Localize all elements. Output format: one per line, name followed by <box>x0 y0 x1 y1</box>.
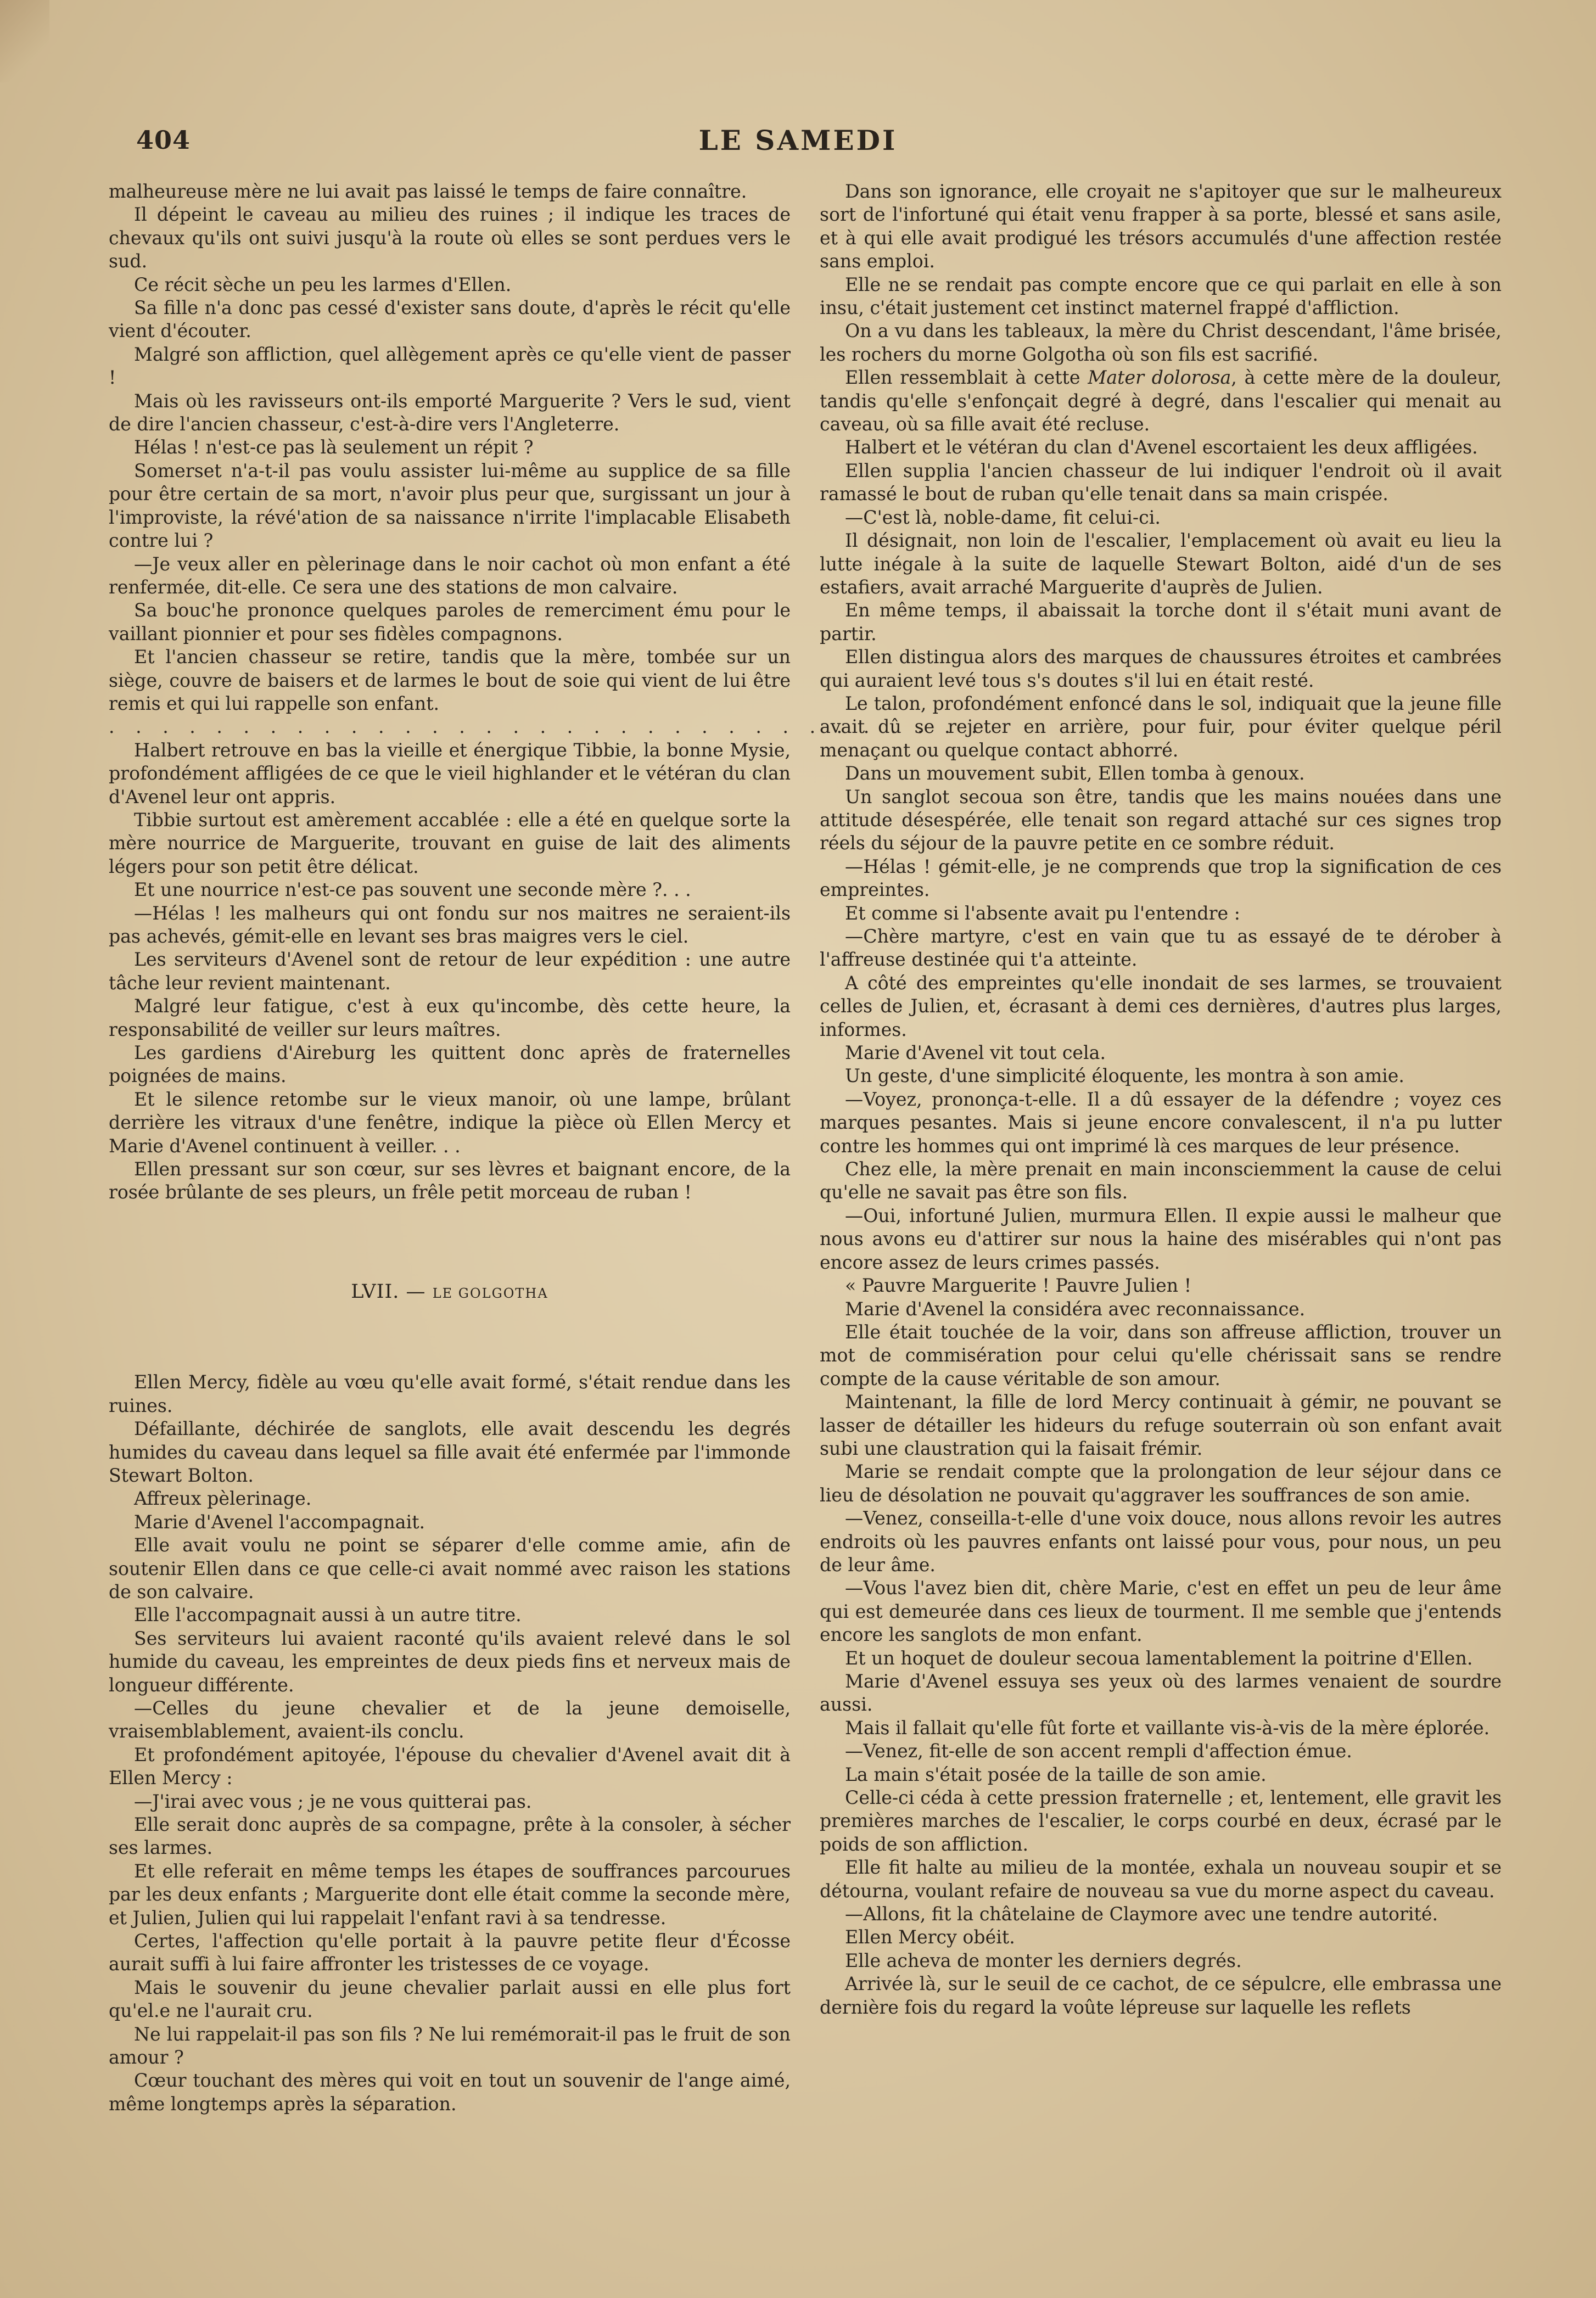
paragraph: Sa bouc'he prononce quelques paroles de remerciment ému pour le vaillant pionnier et pour ses fidèles compagnons. <box>109 599 791 644</box>
torn-corner <box>0 0 49 82</box>
paragraph: Et un hoquet de douleur secoua lamentablement la poitrine d'Ellen. <box>845 1647 1473 1669</box>
paragraph: Maintenant, la fille de lord Mercy continuait à gémir, ne pouvant se lasser de détailler les hideurs du refuge souterrain où son enfant avait subi une claustration qui la faisait frémir. <box>820 1391 1502 1459</box>
paragraph: Somerset n'a-t-il pas voulu assister lui-même au supplice de sa fille pour être certain de sa mort, n'avoir plus peur que, surgissant un jour à l'improviste, la révé'ation de sa naissance n'irrite l'implacable Elisabeth contre lui ? <box>109 459 791 552</box>
paragraph: Mais où les ravisseurs ont-ils emporté Marguerite ? Vers le sud, vient de dire l'ancien chasseur, c'est-à-dire vers l'Angleterre. <box>109 390 791 435</box>
page-number: 404 <box>136 125 191 155</box>
paragraph: Mais le souvenir du jeune chevalier parlait aussi en elle plus fort qu'el.e ne l'aurait cru. <box>109 1976 791 2022</box>
paragraph: Ses serviteurs lui avaient raconté qu'ils avaient relevé dans le sol humide du caveau, les empreintes de deux pieds fins et nerveux mais de longueur différente. <box>109 1627 791 1696</box>
paragraph: Elle serait donc auprès de sa compagne, prête à la consoler, à sécher ses larmes. <box>109 1814 791 1859</box>
paragraph: Ce récit sèche un peu les larmes d'Ellen. <box>134 273 512 295</box>
paragraph: On a vu dans les tableaux, la mère du Christ descendant, l'âme brisée, les rochers du morne Golgotha où son fils est sacrifié. <box>820 320 1502 365</box>
chapter-number: LVII. — <box>351 1280 426 1303</box>
paragraph: Ne lui rappelait-il pas son fils ? Ne lui remémorait-il pas le fruit de son amour ? <box>109 2023 791 2069</box>
paragraph: Et une nourrice n'est-ce pas souvent une seconde mère ?. . . <box>134 879 691 901</box>
section-separator: . . . . . . . . . . . . . . . . . . . . . . . . . . . . . . . . . <box>109 716 985 738</box>
paragraph: Marie d'Avenel l'accompagnait. <box>134 1511 425 1533</box>
paragraph: Ellen pressant sur son cœur, sur ses lèvres et baignant encore, de la rosée brûlante de ses pleurs, un frêle petit morceau de ruban ! <box>109 1158 791 1203</box>
paragraph: Dans son ignorance, elle croyait ne s'apitoyer que sur le malheureux sort de l'infortuné qui était venu frapper à sa porte, blessé et sans asile, et à qui elle avait prodigué les trésors accumulés d'une affection restée sans emploi. <box>820 181 1502 272</box>
paragraph: Et l'ancien chasseur se retire, tandis que la mère, tombée sur un siège, couvre de baisers et de larmes le bout de soie qui vient de lui être remis et qui lui rappelle son enfant. <box>109 646 791 714</box>
paragraph: Les gardiens d'Aireburg les quittent donc après de fraternelles poignées de mains. <box>109 1042 791 1087</box>
paragraph: Sa fille n'a donc pas cessé d'exister sans doute, d'après le récit qu'elle vient d'écouter. <box>109 297 791 342</box>
paragraph: Elle était touchée de la voir, dans son affreuse affliction, trouver un mot de commisération pour celui qu'elle chérissait sans se rendre compte de la cause véritable de son amour. <box>820 1321 1502 1389</box>
paragraph: Ellen distingua alors des marques de chaussures étroites et cambrées qui auraient levé tous s's doutes s'il lui en était resté. <box>820 646 1502 691</box>
right-column <box>820 180 1502 2211</box>
paragraph: Elle acheva de monter les derniers degrés. <box>845 1949 1242 1971</box>
paragraph <box>820 366 1502 436</box>
paragraph: Il désignait, non loin de l'escalier, l'emplacement où avait eu lieu la lutte inégale à la suite de laquelle Stewart Bolton, aidé d'un de ses estafiers, avait arraché Marguerite d'auprès de Julien. <box>820 530 1502 598</box>
paragraph: —Allons, fit la châtelaine de Claymore avec une tendre autorité. <box>845 1903 1438 1925</box>
paragraph: Un sanglot secoua son être, tandis que les mains nouées dans une attitude désespérée, elle tenait son regard attaché sur ces signes trop réels du séjour de la pauvre petite en ce sombre réduit. <box>820 786 1502 854</box>
paragraph: —Voyez, prononça-t-elle. Il a dû essayer de la défendre ; voyez ces marques pesantes. Mais si jeune encore convalescent, il n'a pu lutter contre les hommes qui ont imprimé là ces marques de leur présence. <box>820 1088 1502 1157</box>
paragraph: Certes, l'affection qu'elle portait à la pauvre petite fleur d'Écosse aurait suffi à lui faire affronter les tristesses de ce voyage. <box>109 1930 791 1975</box>
paragraph: Ellen supplia l'ancien chasseur de lui indiquer l'endroit où il avait ramassé le bout de ruban qu'elle tenait dans sa main crispée. <box>820 459 1502 505</box>
paragraph: Elle l'accompagnait aussi à un autre titre. <box>134 1604 522 1626</box>
paragraph: Il dépeint le caveau au milieu des ruines ; il indique les traces de chevaux qu'ils ont suivi jusqu'à la route où elles se sont perdues vers le sud. <box>109 204 791 272</box>
paragraph: —J'irai avec vous ; je ne vous quitterai pas. <box>134 1790 532 1812</box>
paragraph: La main s'était posée de la taille de son amie. <box>845 1763 1267 1785</box>
paragraph: En même temps, il abaissait la torche dont il s'était muni avant de partir. <box>820 599 1502 644</box>
paragraph: Ellen Mercy obéit. <box>845 1926 1015 1948</box>
paragraph: Dans un mouvement subit, Ellen tomba à genoux. <box>845 763 1305 784</box>
paragraph: Marie d'Avenel la considéra avec reconnaissance. <box>845 1298 1306 1320</box>
paragraph: Malgré son affliction, quel allègement après ce qu'elle vient de passer ! <box>109 343 791 389</box>
paragraph: Marie se rendait compte que la prolongation de leur séjour dans ce lieu de désolation ne pouvait qu'aggraver les souffrances de son amie. <box>820 1461 1502 1506</box>
paragraph: Malgré leur fatigue, c'est à eux qu'incombe, dès cette heure, la responsabilité de veiller sur leurs maîtres. <box>109 995 791 1040</box>
chapter-heading <box>109 1280 791 1305</box>
paragraph: Et profondément apitoyée, l'épouse du chevalier d'Avenel avait dit à Ellen Mercy : <box>109 1744 791 1789</box>
paragraph: Ellen Mercy, fidèle au vœu qu'elle avait formé, s'était rendue dans les ruines. <box>109 1371 791 1416</box>
paragraph: Et le silence retombe sur le vieux manoir, où une lampe, brûlant derrière les vitraux d'une fenêtre, indique la pièce où Ellen Mercy et Marie d'Avenel continuent à veiller. . . <box>109 1088 791 1157</box>
paragraph: —Oui, infortuné Julien, murmura Ellen. Il expie aussi le malheur que nous avons eu d'attirer sur nous la haine des misérables qui n'ont pas encore assez de leurs crimes passés. <box>820 1204 1502 1273</box>
paragraph: Elle avait voulu ne point se séparer d'elle comme amie, afin de soutenir Ellen dans ce que celle-ci avait nommé avec raison les stations de son calvaire. <box>109 1534 791 1602</box>
paragraph: —Chère martyre, c'est en vain que tu as essayé de te dérober à l'affreuse destinée qui t'a atteinte. <box>820 926 1502 971</box>
paragraph: Et elle referait en même temps les étapes de souffrances parcourues par les deux enfants ; Marguerite dont elle était comme la seconde mère, et Julien, Julien qui lui rappelait l'enfant ravi à sa tendresse. <box>109 1860 791 1929</box>
paragraph: Cœur touchant des mères qui voit en tout un souvenir de l'ange aimé, même longtemps après la séparation. <box>109 2070 791 2115</box>
paragraph: Mais il fallait qu'elle fût forte et vaillante vis-à-vis de la mère éplorée. <box>845 1717 1490 1739</box>
running-title: LE SAMEDI <box>698 124 898 156</box>
paragraph: Elle fit halte au milieu de la montée, exhala un nouveau soupir et se détourna, voulant refaire de nouveau sa vue du morne aspect du caveau. <box>820 1857 1502 1902</box>
emphasis-mater-dolorosa: Mater dolorosa <box>1088 367 1231 389</box>
paragraph: Halbert retrouve en bas la vieille et énergique Tibbie, la bonne Mysie, profondément affligées de ce que le vieil highlander et le vétéran du clan d'Avenel leur ont appris. <box>109 739 791 808</box>
paragraph: —Hélas ! les malheurs qui ont fondu sur nos maitres ne seraient-ils pas achevés, gémit-elle en levant ses bras maigres vers le ciel. <box>109 902 791 947</box>
paragraph: Défaillante, déchirée de sanglots, elle avait descendu les degrés humides du caveau dans lequel sa fille avait été enfermée par l'immonde Stewart Bolton. <box>109 1418 791 1486</box>
paragraph: Elle ne se rendait pas compte encore que ce qui parlait en elle à son insu, c'était justement cet instinct maternel frappé d'affliction. <box>820 273 1502 319</box>
paragraph: Et comme si l'absente avait pu l'entendre : <box>845 902 1240 924</box>
paragraph: —Vous l'avez bien dit, chère Marie, c'est en effet un peu de leur âme qui est demeurée dans ces lieux de tourment. Il me semble que j'entends encore les sanglots de mon enfant. <box>820 1577 1502 1646</box>
paragraph: —Venez, fit-elle de son accent rempli d'affection émue. <box>845 1740 1352 1762</box>
paragraph: —Celles du jeune chevalier et de la jeune demoiselle, vraisemblablement, avaient-ils conclu. <box>109 1697 791 1742</box>
paragraph: Tibbie surtout est amèrement accablée : elle a été en quelque sorte la mère nourrice de Marguerite, trouvant en guise de lait des aliments légers pour son petit être délicat. <box>109 809 791 877</box>
paragraph: —C'est là, noble-dame, fit celui-ci. <box>845 506 1161 528</box>
chapter-title: LE GOLGOTHA <box>432 1285 548 1301</box>
paragraph: A côté des empreintes qu'elle inondait de ses larmes, se trouvaient celles de Julien, et, écrasant à demi ces dernières, d'autres plus larges, informes. <box>820 972 1502 1040</box>
paragraph: Arrivée là, sur le seuil de ce cachot, de ce sépulcre, elle embrassa une dernière fois du regard la voûte lépreuse sur laquelle les reflets <box>820 1973 1502 2018</box>
paragraph: « Pauvre Marguerite ! Pauvre Julien ! <box>845 1275 1192 1297</box>
paragraph: Celle-ci céda à cette pression fraternelle ; et, lentement, elle gravit les premières marches de l'escalier, le corps courbé en deux, écrasé par le poids de son affliction. <box>820 1787 1502 1855</box>
paragraph: Hélas ! n'est-ce pas là seulement un répit ? <box>134 436 534 458</box>
paragraph: malheureuse mère ne lui avait pas laissé le temps de faire connaître. <box>109 181 747 202</box>
paragraph: Chez elle, la mère prenait en main inconsciemment la cause de celui qu'elle ne savait pas être son fils. <box>820 1158 1502 1203</box>
paragraph: —Hélas ! gémit-elle, je ne comprends que trop la signification de ces empreintes. <box>820 855 1502 901</box>
paragraph: Halbert et le vétéran du clan d'Avenel escortaient les deux affligées. <box>845 436 1478 458</box>
paragraph: Affreux pèlerinage. <box>134 1488 312 1510</box>
paragraph: Un geste, d'une simplicité éloquente, les montra à son amie. <box>845 1065 1404 1087</box>
paragraph: Marie d'Avenel vit tout cela. <box>845 1042 1106 1064</box>
paragraph: —Je veux aller en pèlerinage dans le noir cachot où mon enfant a été renfermée, dit-elle. Ce sera une des stations de mon calvaire. <box>109 553 791 598</box>
paragraph: Le talon, profondément enfoncé dans le sol, indiquait que la jeune fille avait dû se rejeter en arrière, pour fuir, pour éviter quelque péril menaçant ou quelque contact abhorré. <box>820 692 1502 761</box>
paragraph: —Venez, conseilla-t-elle d'une voix douce, nous allons revoir les autres endroits où les pauvres enfants ont laissé pour vous, pour nous, un peu de leur âme. <box>820 1507 1502 1576</box>
paragraph: Les serviteurs d'Avenel sont de retour de leur expédition : une autre tâche leur revient maintenant. <box>109 949 791 994</box>
paragraph: Marie d'Avenel essuya ses yeux où des larmes venaient de sourdre aussi. <box>820 1671 1502 1716</box>
paragraph-text: , à cette mère de la douleur, tandis qu'elle s'enfonçait degré à degré, dans l'escalier qui menait au caveau, où sa fille avait été recluse. <box>820 367 1502 435</box>
paragraph-text: Ellen ressemblait à cette <box>845 367 1088 389</box>
